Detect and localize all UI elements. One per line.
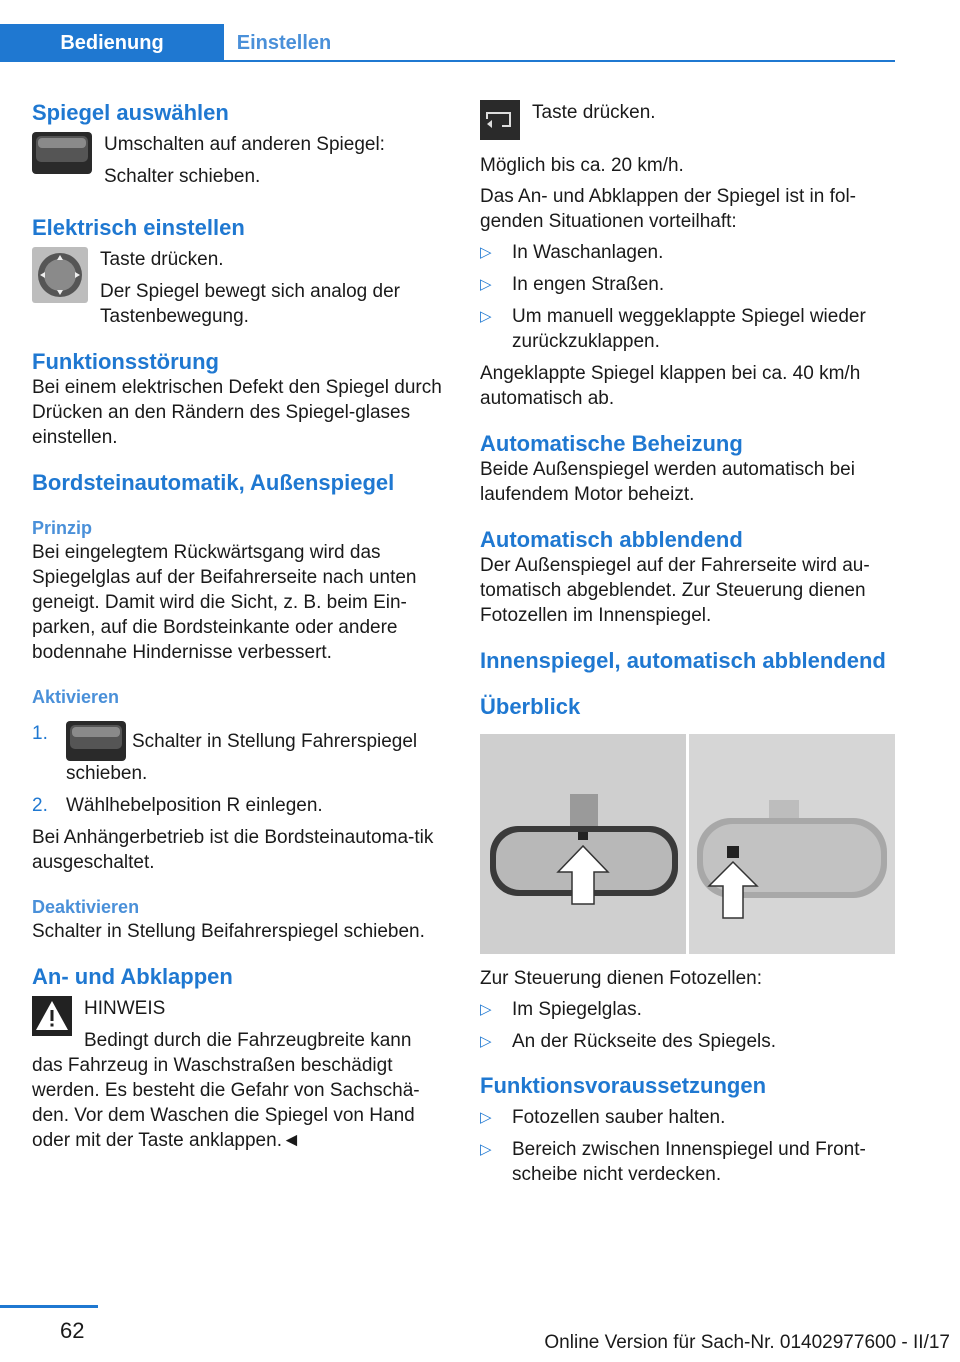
list-item: ▷ In engen Straßen. — [480, 274, 665, 295]
right-column — [480, 100, 895, 1194]
heading-funktionsstoerung: Funktionsstörung — [32, 349, 219, 374]
tab-einstellen[interactable]: Einstellen — [236, 31, 332, 54]
heading-ueberblick: Überblick — [480, 694, 581, 719]
mirror-switch-icon — [32, 132, 92, 181]
rear-mirror-front-image — [480, 734, 686, 954]
footer-divider — [0, 1305, 98, 1308]
taste-text: Taste drücken. — [532, 102, 656, 123]
mirror-overview-image — [480, 734, 895, 954]
hinweis-label: HINWEIS — [84, 998, 166, 1019]
heading-deaktivieren: Deaktivieren — [32, 897, 140, 917]
left-column — [32, 100, 447, 1153]
anhaenger-text: Bei Anhängerbetrieb ist die Bordsteinautoma-tik ausgeschaltet. — [32, 827, 434, 873]
situationen-list — [480, 240, 895, 354]
online-version-text: Online Version für Sach-Nr. 01402977600 - II/17 — [544, 1332, 950, 1353]
hinweis-text-1: Bedingt durch die Fahrzeugbreite kann — [84, 1030, 412, 1051]
elektrisch-text-1: Taste drücken. — [100, 249, 224, 270]
mirror-adjust-button-icon — [32, 247, 88, 310]
elektrisch-text-2: Der Spiegel bewegt sich analog der Tastenbewegung. — [100, 281, 400, 327]
list-item: ▷ Fotozellen sauber halten. — [480, 1107, 726, 1128]
heading-an-abklappen: An- und Abklappen — [32, 964, 233, 989]
moeglich-text: Möglich bis ca. 20 km/h. — [480, 155, 684, 176]
heading-prinzip: Prinzip — [32, 518, 93, 538]
deaktivieren-text: Schalter in Stellung Beifahrerspiegel schieben. — [32, 921, 425, 942]
heading-aktivieren: Aktivieren — [32, 687, 120, 707]
list-item: ▷ An der Rückseite des Spiegels. — [480, 1031, 777, 1052]
abblendend-text: Der Außenspiegel auf der Fahrerseite wird au-tomatisch abgeblendet. Zur Steuerung dienen Fotozellen im Innenspiegel. — [480, 555, 870, 626]
list-item: ▷ Um manuell weggeklappte Spiegel wieder zurückzuklappen. — [480, 306, 866, 352]
heading-abblendend: Automatisch abblendend — [480, 527, 743, 552]
heading-elektrisch-einstellen: Elektrisch einstellen — [32, 215, 245, 240]
spiegel-text-2: Schalter schieben. — [104, 166, 261, 187]
heading-innenspiegel: Innenspiegel, automatisch abblendend — [480, 648, 886, 673]
heading-funktionsvoraussetzungen: Funktionsvoraussetzungen — [480, 1073, 767, 1098]
rear-mirror-back-image — [689, 734, 895, 954]
heading-bordsteinautomatik: Bordsteinautomatik, Außenspiegel — [32, 470, 395, 495]
angeklappt-text: Angeklappte Spiegel klappen bei ca. 40 km/h automatisch ab. — [480, 363, 861, 409]
fotozellen-list — [480, 997, 895, 1054]
tab-bedienung[interactable]: Bedienung — [0, 24, 224, 62]
page-number: 62 — [60, 1318, 85, 1343]
list-item: 2. Wählhebelposition R einlegen. — [32, 795, 323, 816]
hinweis-text-2: das Fahrzeug in Waschstraßen beschädigt werden. Es besteht die Gefahr von Sachschä-den. Vor dem Waschen die Spiegel von Hand oder mit der Taste anklappen.◄ — [32, 1055, 420, 1151]
header-bar — [0, 0, 895, 64]
situationen-text: Das An- und Abklappen der Spiegel ist in fol-genden Situationen vorteilhaft: — [480, 186, 857, 232]
fotozellen-text: Zur Steuerung dienen Fotozellen: — [480, 968, 763, 989]
prinzip-text: Bei eingelegtem Rückwärtsgang wird das Spiegelglas auf der Beifahrerseite nach unten geneigt. Damit wird die Sicht, z. B. beim Ein-parken, auf die Bordsteinkante oder andere bodennahe Hindernisse verbessert. — [32, 542, 417, 663]
list-item: ▷ Bereich zwischen Innenspiegel und Front-scheibe nicht verdecken. — [480, 1139, 866, 1185]
fold-mirror-button-icon — [480, 100, 520, 147]
list-item: ▷ In Waschanlagen. — [480, 242, 664, 263]
stoerung-text: Bei einem elektrischen Defekt den Spiegel durch Drücken an den Rändern des Spiegel-glases einstellen. — [32, 377, 442, 448]
voraussetzungen-list — [480, 1105, 895, 1187]
warning-icon — [32, 996, 72, 1043]
list-item: 1. Schalter in Stellung Fahrerspiegel schieben. — [32, 723, 418, 784]
aktivieren-steps — [32, 721, 447, 818]
mirror-switch-icon — [66, 721, 126, 761]
header-divider — [0, 60, 895, 62]
spiegel-text-1: Umschalten auf anderen Spiegel: — [104, 134, 385, 155]
heading-beheizung: Automatische Beheizung — [480, 431, 743, 456]
list-item: ▷ Im Spiegelglas. — [480, 999, 642, 1020]
heading-spiegel-auswaehlen: Spiegel auswählen — [32, 100, 229, 125]
beheizung-text: Beide Außenspiegel werden automatisch bei laufendem Motor beheizt. — [480, 459, 855, 505]
